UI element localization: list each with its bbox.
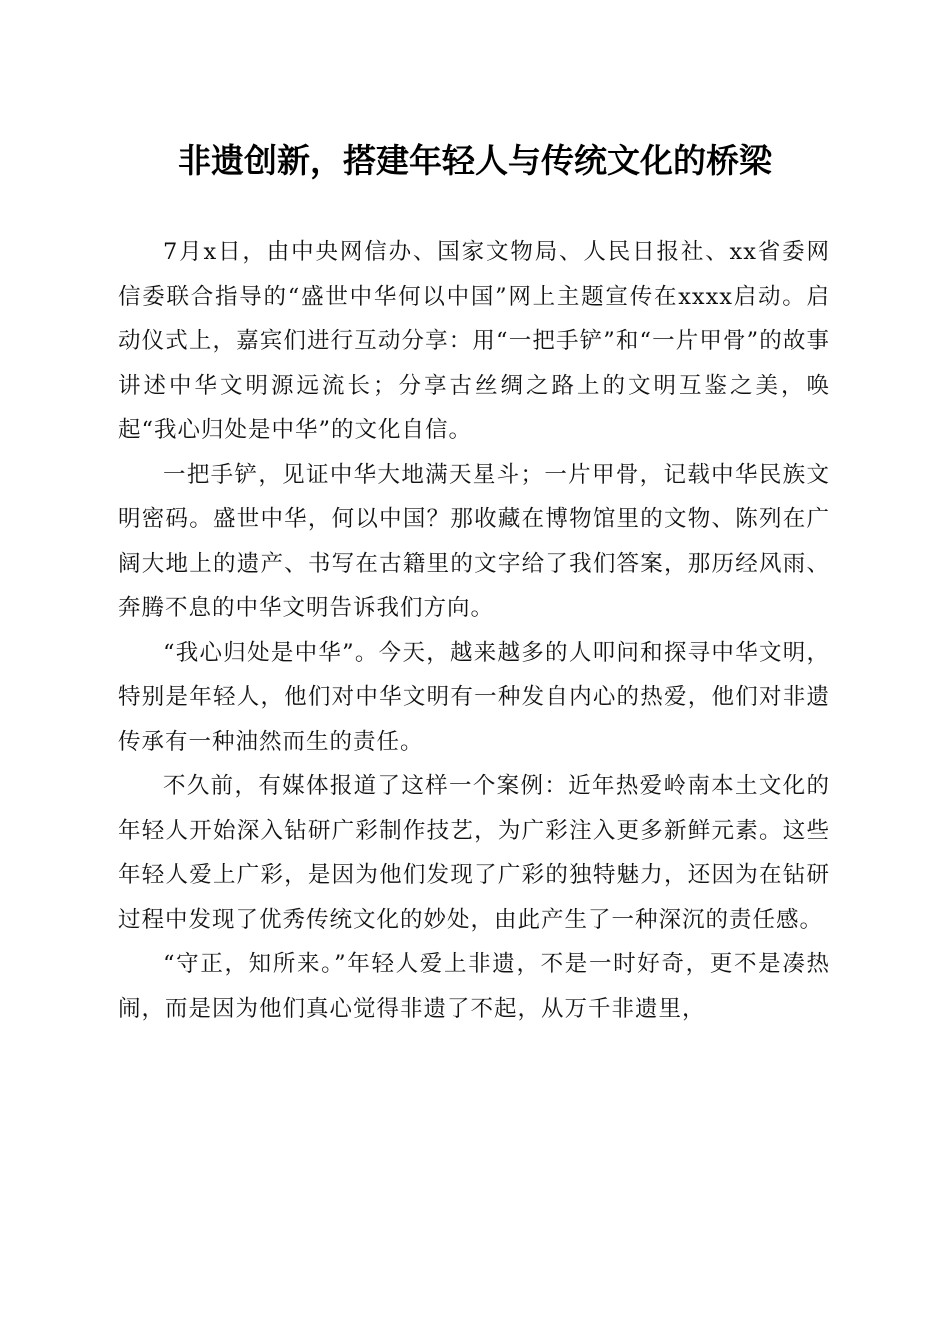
paragraph-5: “守正，知所来。”年轻人爱上非遗，不是一时好奇，更不是凑热闹，而是因为他们真心觉得非遗了不起，从万千非遗里， <box>118 951 830 1022</box>
paragraph-4: 不久前，有媒体报道了这样一个案例：近年热爱岭南本土文化的年轻人开始深入钻研广彩制作技艺，为广彩注入更多新鲜元素。这些年轻人爱上广彩，是因为他们发现了广彩的独特魅力，还因为在钻研过程中发现了优秀传统文化的妙处，由此产生了一种深沉的责任感。 <box>118 773 830 933</box>
document-title: 非遗创新，搭建年轻人与传统文化的桥梁 <box>178 141 772 180</box>
document-body <box>118 230 830 1031</box>
paragraph-1: 7月x日，由中央网信办、国家文物局、人民日报社、xx省委网信委联合指导的“盛世中华何以中国”网上主题宣传在xxxx启动。启动仪式上，嘉宾们进行互动分享：用“一把手铲”和“一片甲骨”的故事讲述中华文明源远流长；分享古丝绸之路上的文明互鉴之美，唤起“我心归处是中华”的文化自信。 <box>118 239 830 443</box>
paragraph-3: “我心归处是中华”。今天，越来越多的人叩问和探寻中华文明，特别是年轻人，他们对中华文明有一种发自内心的热爱，他们对非遗传承有一种油然而生的责任。 <box>118 639 830 755</box>
paragraph-2: 一把手铲，见证中华大地满天星斗；一片甲骨，记载中华民族文明密码。盛世中华，何以中国？那收藏在博物馆里的文物、陈列在广阔大地上的遗产、书写在古籍里的文字给了我们答案，那历经风雨、奔腾不息的中华文明告诉我们方向。 <box>118 461 830 621</box>
